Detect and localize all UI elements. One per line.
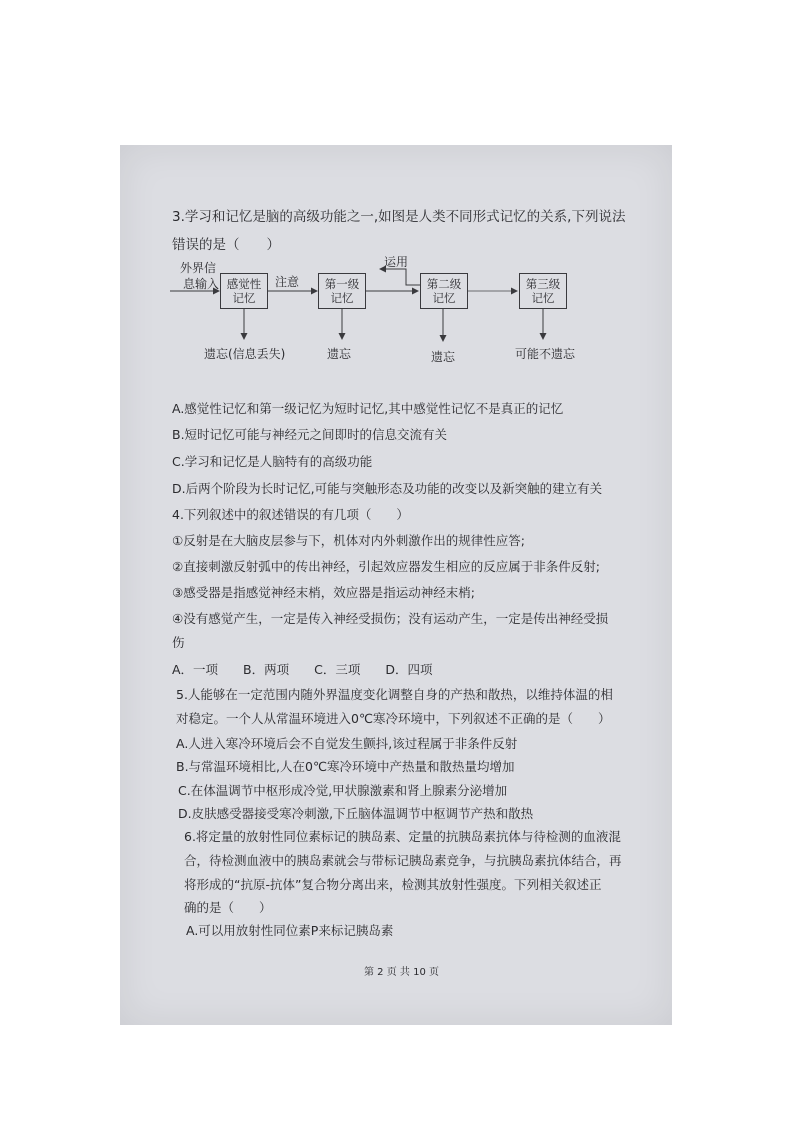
- forget3-label: 遗忘: [431, 350, 456, 364]
- third-level-memory-box: [519, 273, 567, 309]
- box2-line1: 第一级: [324, 277, 360, 291]
- q3-stem-line2: 错误的是（ ）: [172, 237, 280, 253]
- q5-stem-line1: 5.人能够在一定范围内随外界温度变化调整自身的产热和散热，以维持体温的相: [176, 687, 613, 702]
- q4-stem: 4.下列叙述中的叙述错误的有几项（ ）: [172, 507, 409, 522]
- sensory-memory-box: [220, 273, 268, 309]
- box1-line1: 感觉性: [226, 277, 262, 291]
- forget2-label: 遗忘: [327, 347, 352, 361]
- input-label-1: 外界信: [180, 261, 217, 275]
- q5-option-a: A.人进入寒冷环境后会不自觉发生颤抖,该过程属于非条件反射: [176, 736, 518, 751]
- q3-option-d: D.后两个阶段为长时记忆,可能与突触形态及功能的改变以及新突触的建立有关: [172, 481, 603, 496]
- forget4-label: 可能不遗忘: [515, 347, 576, 361]
- q4-statement-4-cont: 伤: [172, 635, 185, 650]
- box2-line2: 记忆: [330, 291, 354, 305]
- q5-option-b: B.与常温环境相比,人在0℃寒冷环境中产热量和散热量均增加: [176, 759, 515, 774]
- exam-sheet: [120, 145, 672, 1025]
- q4-statement-3: ③感受器是指感觉神经末梢，效应器是指运动神经末梢;: [172, 585, 475, 600]
- q3-option-c: C.学习和记忆是人脑特有的高级功能: [172, 454, 373, 469]
- box1-line2: 记忆: [232, 291, 256, 305]
- first-level-memory-box: [318, 273, 366, 309]
- q5-option-c: C.在体温调节中枢形成冷觉,甲状腺激素和肾上腺素分泌增加: [178, 783, 508, 798]
- q4-statement-2: ②直接刺激反射弧中的传出神经，引起效应器发生相应的反应属于非条件反射;: [172, 559, 600, 574]
- q6-stem-line1: 6.将定量的放射性同位素标记的胰岛素、定量的抗胰岛素抗体与待检测的血液混: [184, 829, 621, 844]
- q3-stem-line1: 3.学习和记忆是脑的高级功能之一,如图是人类不同形式记忆的关系,下列说法: [172, 209, 626, 225]
- q5-stem-line2: 对稳定。一个人从常温环境进入0℃寒冷环境中，下列叙述不正确的是（ ）: [176, 711, 611, 726]
- q4-statement-4: ④没有感觉产生，一定是传入神经受损伤；没有运动产生，一定是传出神经受损: [172, 611, 609, 626]
- q6-stem-line3: 将形成的“抗原-抗体”复合物分离出来，检测其放射性强度。下列相关叙述正: [184, 877, 602, 892]
- box3-line2: 记忆: [432, 291, 456, 305]
- second-level-memory-box: [420, 273, 468, 309]
- q3-option-b: B.短时记忆可能与神经元之间即时的信息交流有关: [172, 427, 448, 442]
- attention-label: 注意: [275, 275, 300, 289]
- use-label: 运用: [384, 255, 409, 269]
- q3-option-a: A.感觉性记忆和第一级记忆为短时记忆,其中感觉性记忆不是真正的记忆: [172, 401, 564, 416]
- q4-statement-1: ①反射是在大脑皮层参与下，机体对内外刺激作出的规律性应答;: [172, 533, 525, 548]
- q5-option-d: D.皮肤感受器接受寒冷刺激,下丘脑体温调节中枢调节产热和散热: [178, 806, 534, 821]
- use-arrow: [380, 269, 420, 285]
- q6-stem-line2: 合，待检测血液中的胰岛素就会与带标记胰岛素竞争，与抗胰岛素抗体结合，再: [184, 853, 622, 868]
- box4-line2: 记忆: [531, 291, 555, 305]
- box4-line1: 第三级: [525, 277, 561, 291]
- q4-options: A．一项 B．两项 C．三项 D．四项: [172, 662, 433, 677]
- input-label-2: 息输入: [183, 277, 220, 291]
- q6-stem-line4: 确的是（ ）: [184, 900, 272, 915]
- q6-option-a: A.可以用放射性同位素P来标记胰岛素: [186, 923, 394, 938]
- page-footer: 第 2 页 共 10 页: [364, 967, 439, 978]
- box3-line1: 第二级: [426, 277, 462, 291]
- forget1-label: 遗忘(信息丢失): [204, 347, 286, 361]
